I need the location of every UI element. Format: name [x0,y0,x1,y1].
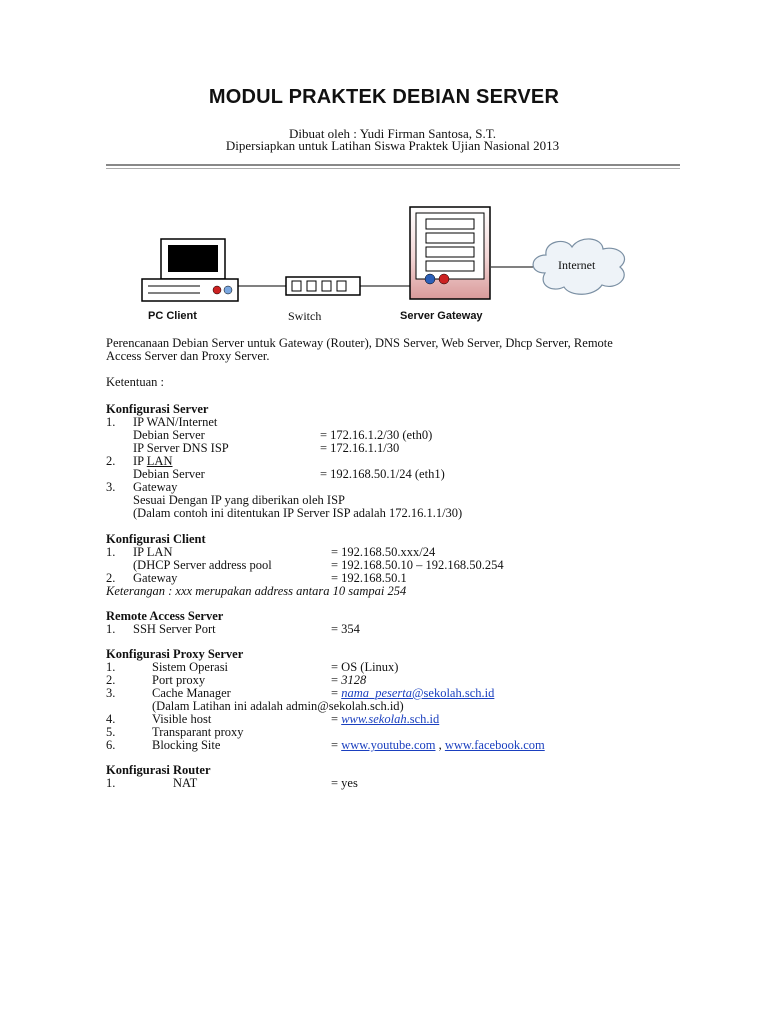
server-dns-label: IP Server DNS ISP [133,441,229,455]
proxy-value-4 [331,713,439,726]
proxy-item-2: Port proxy [152,673,206,687]
server-dns-value: = 172.16.1.1/30 [320,441,400,455]
server-heading: Konfigurasi Server [106,402,209,416]
page-title: MODUL PRAKTEK DEBIAN SERVER [208,86,560,108]
header-rule [106,164,680,166]
cache-manager-email-user[interactable]: nama_peserta [341,686,413,700]
server-gateway-label: Server Gateway [400,310,483,322]
remote-item-1: SSH Server Port [133,622,216,636]
proxy-item-4: Visible host [152,712,212,726]
server-gateway-icon [410,207,490,299]
proxy-num-6: 6. [106,738,116,752]
ketentuan-label: Ketentuan : [106,375,164,389]
visible-host-link-rest[interactable]: .sch.id [406,712,440,726]
intro-line-1: Perencanaan Debian Server untuk Gateway (Router), DNS Server, Web Server, Dhcp Server, Remote [106,336,613,350]
proxy-num-4: 4. [106,712,116,726]
server-item-2-lan: LAN [146,454,173,468]
cache-manager-email-domain[interactable]: @sekolah.sch.id [412,686,495,700]
remote-heading: Remote Access Server [106,609,224,623]
facebook-link[interactable]: www.facebook.com [444,738,545,752]
switch-label: Switch [288,309,322,323]
internet-label: Internet [558,258,596,272]
proxy-heading: Konfigurasi Proxy Server [106,647,244,661]
proxy-num-3: 3. [106,686,116,700]
intro-line-2: Access Server dan Proxy Server. [106,349,270,363]
server-item-1: IP WAN/Internet [133,415,218,429]
proxy-num-2: 2. [106,673,116,687]
server-num-1: 1. [106,415,116,429]
server-num-2: 2. [106,454,116,468]
client-num-2: 2. [106,571,116,585]
server-debian2-value: = 192.168.50.1/24 (eth1) [320,467,445,481]
client-heading: Konfigurasi Client [106,532,206,546]
author-line: Dibuat oleh : Yudi Firman Santosa, S.T. [289,126,496,141]
client-value-2: = 192.168.50.1 [331,571,407,585]
header-rule-thin [106,168,680,169]
visible-host-link-italic[interactable]: www.sekolah [341,712,407,726]
proxy-item-1: Sistem Operasi [152,660,229,674]
network-topology [0,195,768,335]
proxy-value-4-eq: = [331,712,342,726]
purpose-line: Dipersiapkan untuk Latihan Siswa Praktek Ujian Nasional 2013 [225,138,560,153]
remote-value-1: = 354 [331,622,360,636]
client-value-1: = 192.168.50.xxx/24 [331,545,436,559]
proxy-value-1: = OS (Linux) [331,660,399,674]
server-debian2-label: Debian Server [133,467,205,481]
client-dhcp-label: (DHCP Server address pool [133,558,272,572]
youtube-link[interactable]: www.youtube.com [341,738,436,752]
proxy-value-6 [331,739,545,752]
network-diagram [0,195,768,335]
pc-client-icon [142,239,238,301]
client-note: Keterangan : xxx merupakan address antara 10 sampai 254 [106,584,407,598]
router-heading: Konfigurasi Router [106,763,211,777]
server-gw-line-1: Sesuai Dengan IP yang diberikan oleh ISP [133,493,345,507]
server-debian-label: Debian Server [133,428,205,442]
proxy-item-5: Transparant proxy [152,725,244,739]
proxy-value-6-eq: = [331,738,342,752]
proxy-num-5: 5. [106,725,116,739]
router-num-1: 1. [106,776,116,790]
proxy-item-6: Blocking Site [152,738,221,752]
proxy-value-2-eq: = [331,673,342,687]
router-item-1: NAT [173,776,198,790]
client-item-1: IP LAN [133,545,173,559]
server-item-3: Gateway [133,480,178,494]
client-num-1: 1. [106,545,116,559]
proxy-port-value: 3128 [341,673,367,687]
pc-client-label: PC Client [148,310,197,322]
blocking-site-separator: , [435,738,445,752]
proxy-note-3: (Dalam Latihan ini adalah admin@sekolah.sch.id) [152,699,404,713]
server-debian-value: = 172.16.1.2/30 (eth0) [320,428,433,442]
client-dhcp-value: = 192.168.50.10 – 192.168.50.254 [331,558,504,572]
server-item-2-prefix: IP [133,454,147,468]
server-gw-line-2: (Dalam contoh ini ditentukan IP Server ISP adalah 172.16.1.1/30) [133,506,463,520]
router-value-1: = yes [331,776,358,790]
switch-icon [286,277,360,295]
proxy-item-3: Cache Manager [152,686,231,700]
remote-num-1: 1. [106,622,116,636]
client-item-2: Gateway [133,571,178,585]
server-num-3: 3. [106,480,116,494]
proxy-value-3-eq: = [331,686,342,700]
proxy-num-1: 1. [106,660,116,674]
